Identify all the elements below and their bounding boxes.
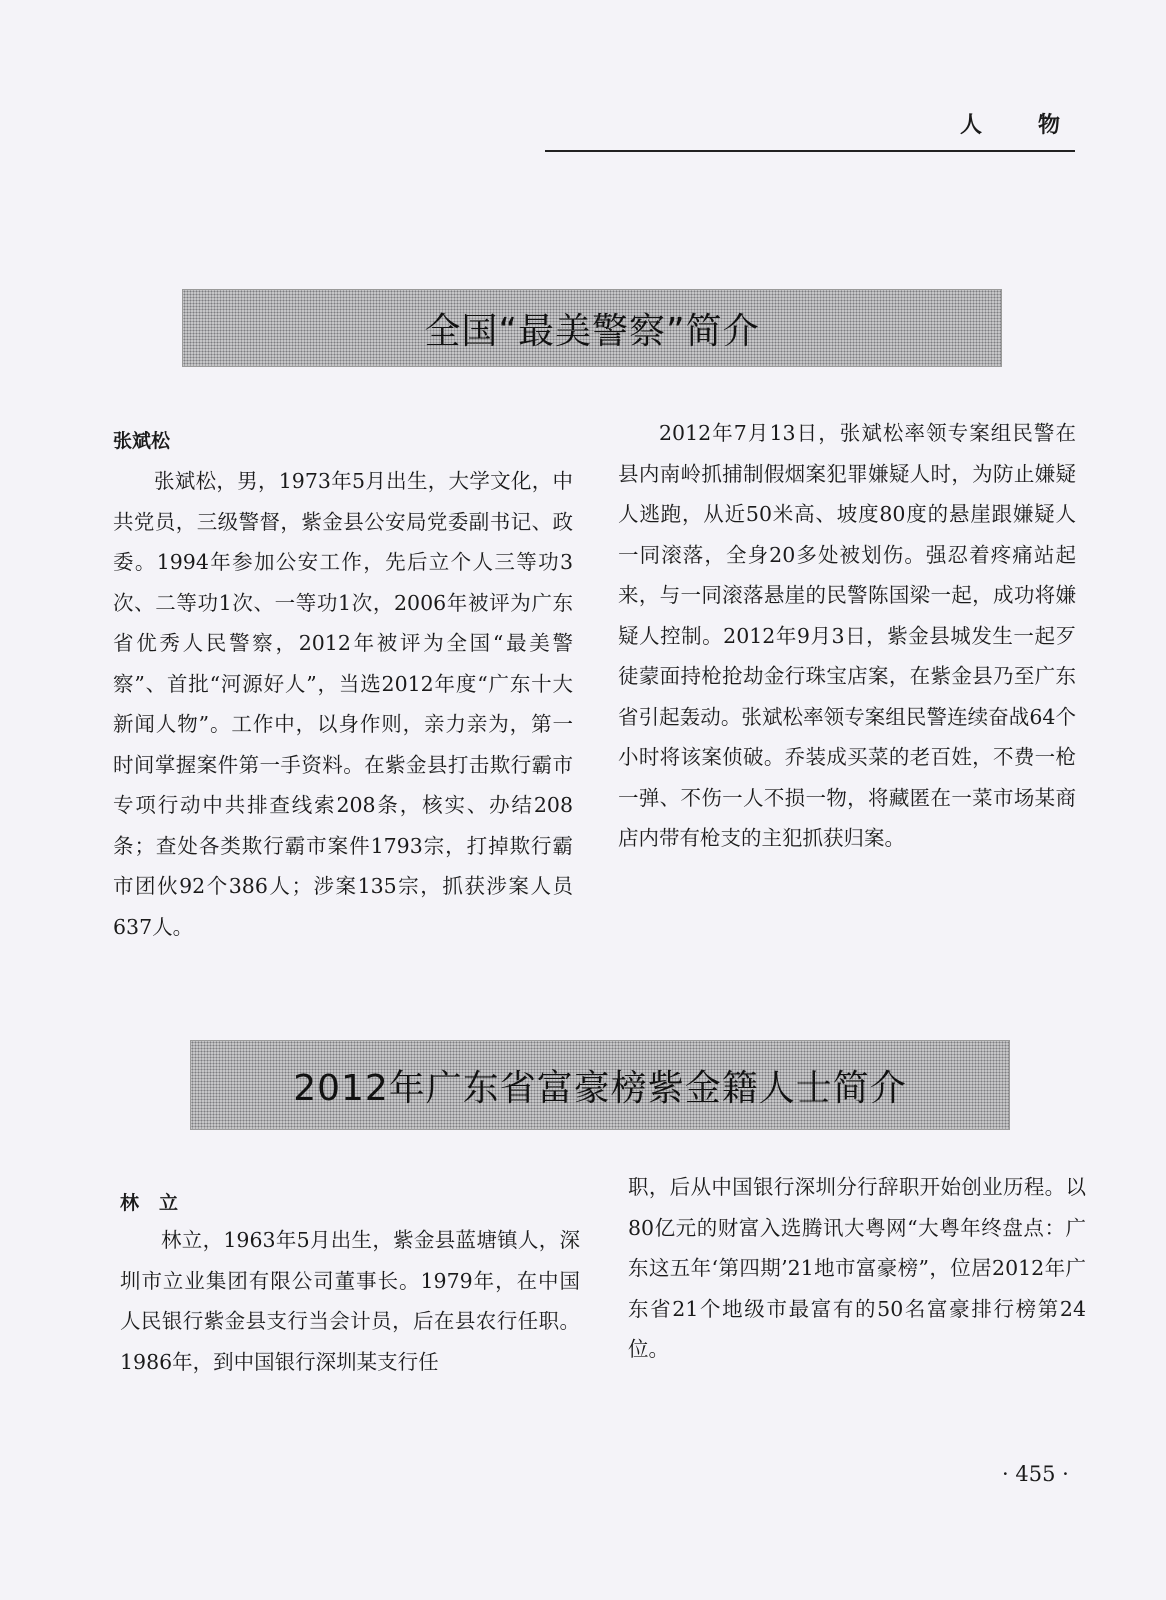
section-2-title: 2012年广东省富豪榜紫金籍人士简介 [293,1067,907,1109]
person-name-2: 林立 [120,1192,199,1214]
section-1-column-left: 张斌松，男，1973年5月出生，大学文化，中共党员，三级警督，紫金县公安局党委副书记、政委。1994年参加公安工作，先后立个人三等功3次、二等功1次、一等功1次，2006年被评为广东省优秀人民警察，2012年被评为全国“最美警察”、首批“河源好人”，当选2012年度“广东十大新闻人物”。工作中，以身作则，亲力亲为，第一时间掌握案件第一手资料。在紫金县打击欺行霸市专项行动中共排查线索208条，核实、办结208条；查处各类欺行霸市案件1793宗，打掉欺行霸市团伙92个386人；涉案135宗，抓获涉案人员637人。 [113,469,573,939]
section-2-title-banner [190,1040,1010,1130]
section-label-char-1: 人 [960,112,983,138]
section-1-column-right: 2012年7月13日，张斌松率领专案组民警在县内南岭抓捕制假烟案犯罪嫌疑人时，为防止嫌疑人逃跑，从近50米高、坡度80度的悬崖跟嫌疑人一同滚落，全身20多处被划伤。强忍着疼痛站起来，与一同滚落悬崖的民警陈国梁一起，成功将嫌疑人控制。2012年9月3日，紫金县城发生一起歹徒蒙面持枪抢劫金行珠宝店案，在紫金县乃至广东省引起轰动。张斌松率领专案组民警连续奋战64个小时将该案侦破。乔装成买菜的老百姓，不费一枪一弹、不伤一人不损一物，将藏匿在一菜市场某商店内带有枪支的主犯抓获归案。 [618,421,1076,850]
section-1-title: 全国“最美警察”简介 [424,310,760,352]
section-label [960,108,1060,139]
page-number: · 455 · [1002,1462,1069,1486]
section-2-column-right: 职，后从中国银行深圳分行辞职开始创业历程。以80亿元的财富入选腾讯大粤网“大粤年终盘点：广东这五年‘第四期’21地市富豪榜”，位居2012年广东省21个地级市最富有的50名富豪排行榜第24位。 [628,1175,1086,1361]
section-2-column-left: 林立，1963年5月出生，紫金县蓝塘镇人，深圳市立业集团有限公司董事长。1979年，在中国人民银行紫金县支行当会计员，后在县农行任职。1986年，到中国银行深圳某支行任 [120,1228,580,1374]
section-label-char-2: 物 [1037,112,1060,138]
section-1-title-banner [182,289,1002,367]
person-name-1: 张斌松 [113,430,171,452]
header-rule [545,150,1075,152]
